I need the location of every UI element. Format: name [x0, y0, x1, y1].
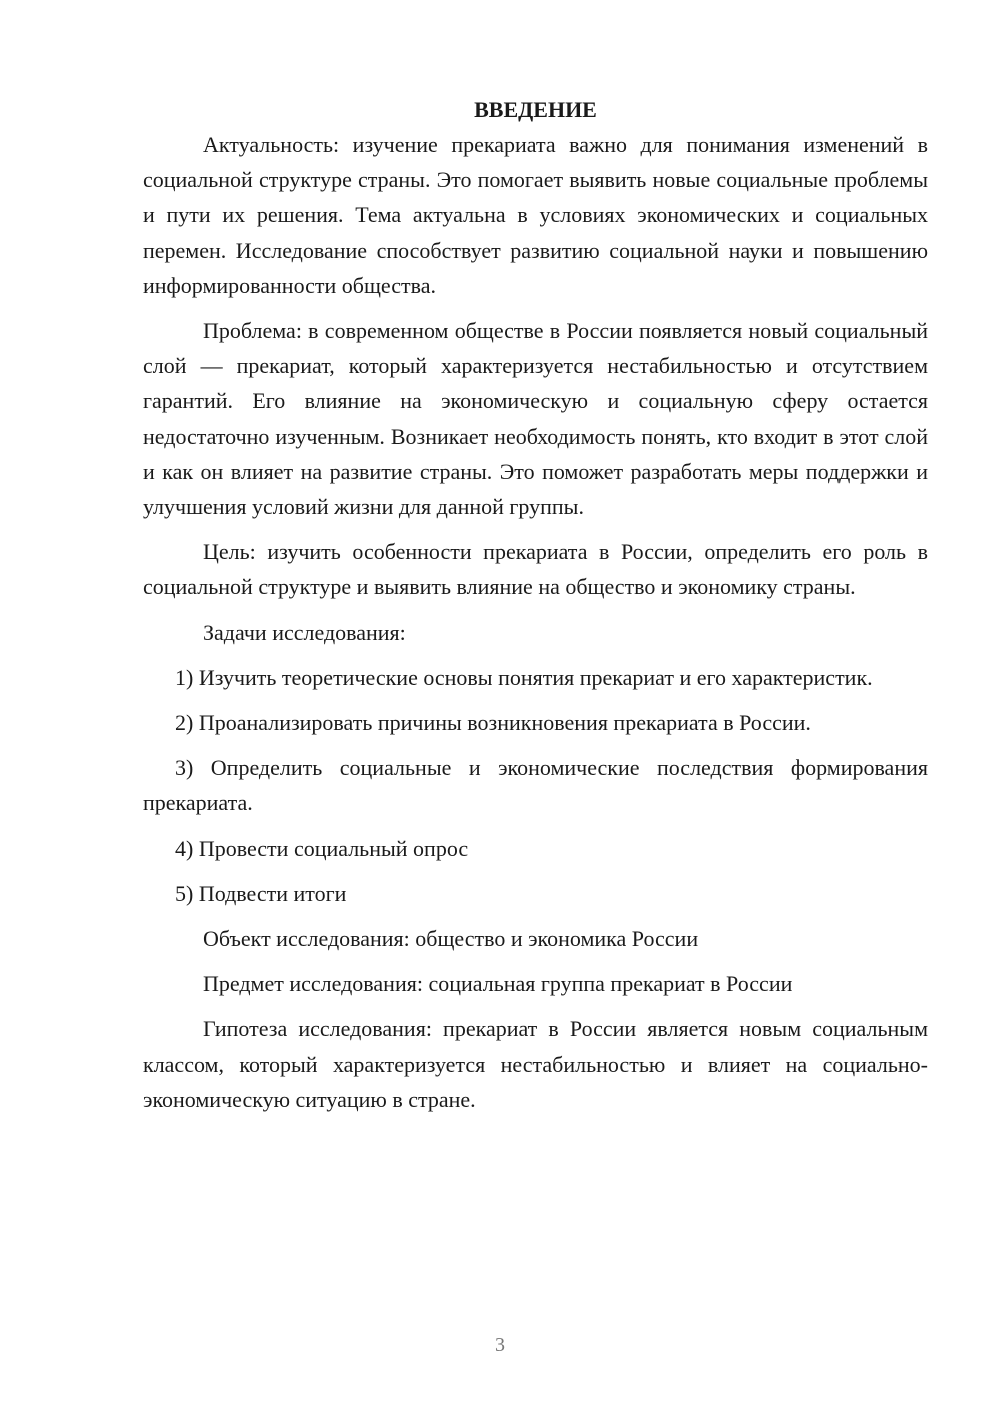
task-item-1: 1) Изучить теоретические основы понятия прекариат и его характеристик.: [175, 664, 873, 690]
page-number: 3: [495, 1334, 505, 1356]
problem-paragraph: Проблема: в современном обществе в России появляется новый социальный слой — прекариат, который характеризуется нестабильностью и отсутствием гарантий. Его влияние на экономическую и социальную сферу остается недостаточно изученным. Возникает необходимость понять, кто входит в этот слой и как он влияет на развитие страны. Это поможет разработать меры поддержки и улучшения условий жизни для данной группы.: [143, 318, 928, 520]
research-object: Объект исследования: общество и экономика России: [203, 926, 699, 952]
section-title: ВВЕДЕНИЕ: [474, 97, 597, 122]
research-subject: Предмет исследования: социальная группа прекариат в России: [203, 971, 793, 997]
tasks-heading: Задачи исследования:: [203, 619, 406, 645]
research-hypothesis: Гипотеза исследования: прекариат в России является новым социальным классом, который характеризуется нестабильностью и влияет на социально-экономическую ситуацию в стране.: [143, 1016, 928, 1112]
task-item-5: 5) Подвести итоги: [175, 880, 347, 906]
goal-paragraph: Цель: изучить особенности прекариата в России, определить его роль в социальной структуре и выявить влияние на общество и экономику страны.: [143, 539, 928, 600]
document-page: [143, 92, 928, 1117]
task-item-4: 4) Провести социальный опрос: [175, 835, 469, 861]
relevance-paragraph: Актуальность: изучение прекариата важно для понимания изменений в социальной структуре страны. Это помогает выявить новые социальные проблемы и пути их решения. Тема актуальна в условиях экономических и социальных перемен. Исследование способствует развитию социальной науки и повышению информированности общества.: [143, 132, 928, 298]
task-item-2: 2) Проанализировать причины возникновения прекариата в России.: [175, 710, 811, 736]
task-item-3: 3) Определить социальные и экономические последствия формирования прекариата.: [143, 755, 928, 816]
